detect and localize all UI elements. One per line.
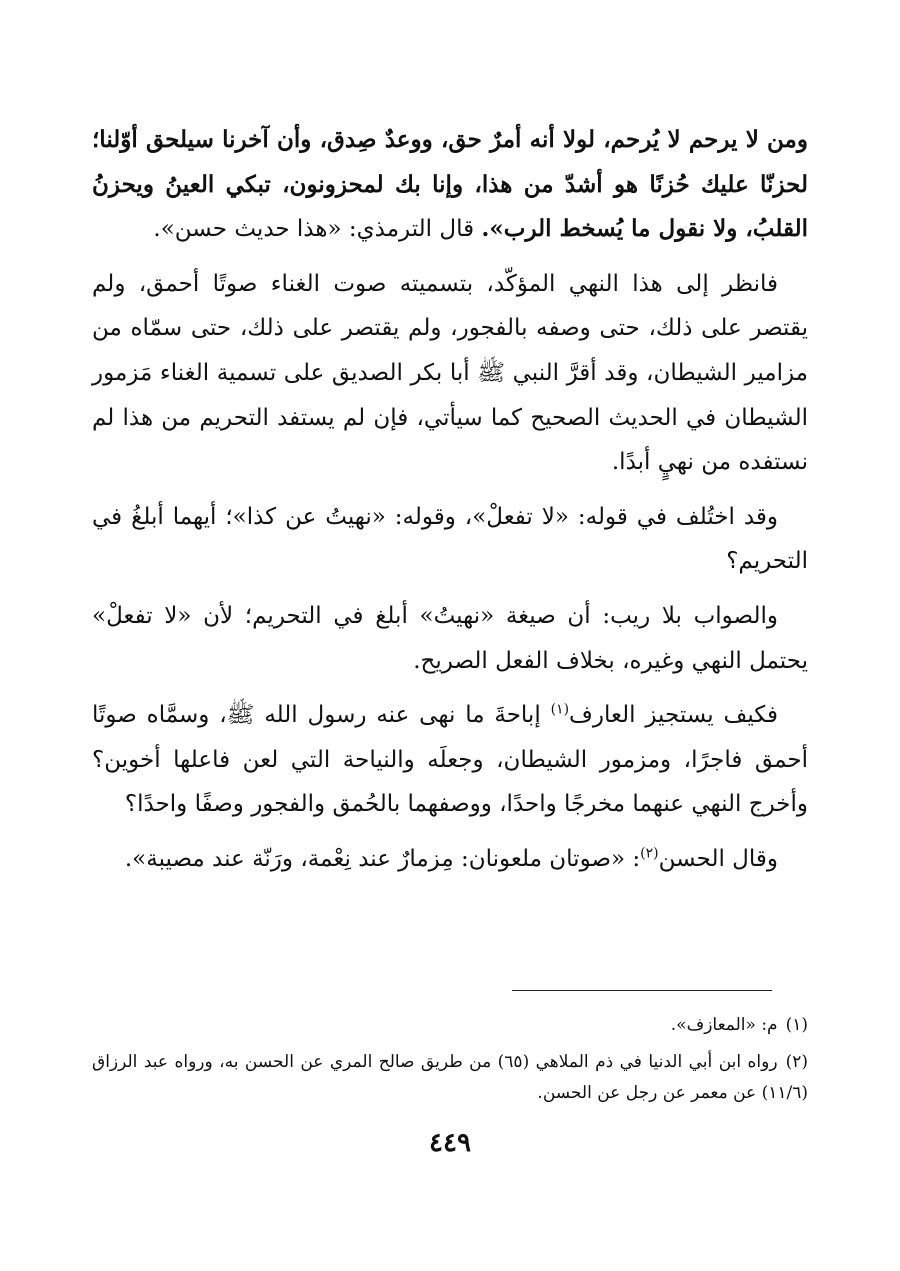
paragraph-question: وقد اختُلف في قوله: «لا تفعلْ»، وقوله: «نهيتُ عن كذا»؛ أيهما أبلغُ في التحريم؟ (92, 503, 808, 575)
paragraph-prohibition: فانظر إلى هذا النهي المؤكّد، بتسميته صوت الغناء صوتًا أحمق، ولم يقتصر على ذلك، حتى وصفه بالفجور، ولم يقتصر على ذلك، حتى سمّاه من مزامير الشيطان، وقد أقرَّ النبي ﷺ أبا بكر الصديق على تسمية الغناء مَزمور الشيطان في الحديث الصحيح كما سيأتي، فإن لم يستفد التحريم من هذا لم نستفده من نهيٍ أبدًا. (92, 270, 808, 476)
paragraph-arif-end: إباحةَ ما نهى عنه رسول الله ﷺ، وسمَّاه صوتًا أحمق فاجرًا، ومزمور الشيطان، وجعلَه والنياحة التي لعن فاعلها أخوين؟ وأخرج النهي عنهما مخرجًا واحدًا، ووصفهما بالحُمق والفجور وصفًا واحدًا؟ (92, 702, 808, 818)
hadith-text: ومن لا يرحم لا يُرحم، لولا أنه أمرٌ حق، ووعدٌ صِدق، وأن آخرنا سيلحق أوّلنا؛ لحزنّا عليك حُزنًا هو أشدّ من هذا، وإنا بك لمحزونون، تبكي العينُ ويحزنُ القلبُ، ولا نقول ما يُسخط الرب». (92, 126, 808, 243)
footnote-ref-2: (٢) (640, 845, 659, 862)
footnote-text: م: «المعازف». (670, 1015, 778, 1035)
page-number: ٤٤٩ (429, 1128, 471, 1158)
footnote-2 (92, 1047, 808, 1109)
footnote-number: (٢) (785, 1052, 808, 1072)
footnotes (92, 1010, 808, 1115)
paragraph-arif-start: فكيف يستجيز العارف (569, 702, 778, 729)
paragraph-hadith-ending (92, 118, 808, 252)
footnote-number: (١) (785, 1015, 808, 1035)
footnote-divider (512, 990, 772, 991)
paragraph-arif (92, 693, 808, 827)
paragraph-hasan-end: : «صوتان ملعونان: مِزمارٌ عند نِعْمة، ورَنّة عند مصيبة». (124, 845, 641, 872)
tirmidhi-grading: قال الترمذي: «هذا حديث حسن». (153, 216, 482, 243)
paragraph-answer: والصواب بلا ريب: أن صيغة «نهيتُ» أبلغ في التحريم؛ لأن «لا تفعلْ» يحتمل النهي وغيره، بخلاف الفعل الصريح. (92, 602, 808, 674)
paragraph-hasan-start: وقال الحسن (658, 845, 778, 872)
main-text (92, 118, 808, 892)
footnote-ref-1: (١) (550, 701, 570, 718)
footnote-1 (92, 1010, 808, 1041)
paragraph-hasan (92, 837, 808, 882)
footnote-text: رواه ابن أبي الدنيا في ذم الملاهي (٦٥) من طريق صالح المري عن الحسن به، ورواه عبد الرزاق (١١/٦) عن معمر عن رجل عن الحسن. (92, 1052, 808, 1103)
